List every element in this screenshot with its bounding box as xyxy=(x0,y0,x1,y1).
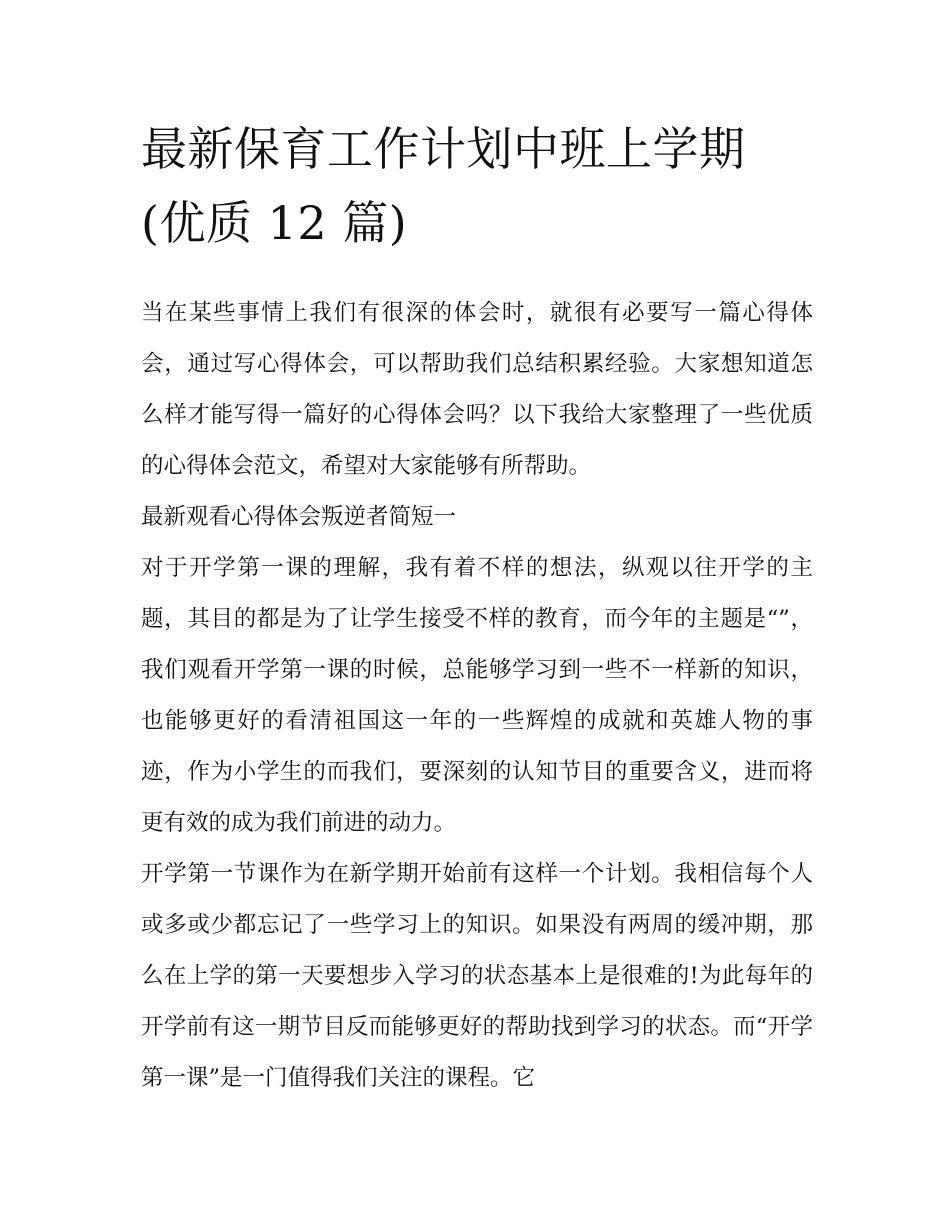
document-page xyxy=(141,112,813,1104)
section-heading: 最新观看心得体会叛逆者简短一 xyxy=(141,504,457,530)
document-title xyxy=(141,112,813,260)
intro-paragraph: 当在某些事情上我们有很深的体会时，就很有必要写一篇心得体会，通过写心得体会，可以帮助我们总结积累经验。大家想知道怎么样才能写得一篇好的心得体会吗？以下我给大家整理了一些优质的心得体会范文，希望对大家能够有所帮助。 xyxy=(141,300,813,479)
title-line-2: (优质 12 篇) xyxy=(141,196,408,250)
body-paragraph-1: 对于开学第一课的理解，我有着不样的想法，纵观以往开学的主题，其目的都是为了让学生接受不样的教育，而今年的主题是“”，我们观看开学第一课的时候，总能够学习到一些不一样新的知识，也能够更好的看清祖国这一年的一些辉煌的成就和英雄人物的事迹，作为小学生的而我们，要深刻的认知节目的重要含义，进而将更有效的成为我们前进的动力。 xyxy=(141,555,813,836)
title-line-1: 最新保育工作计划中班上学期 xyxy=(141,122,746,176)
body-paragraph-2: 开学第一节课作为在新学期开始前有这样一个计划。我相信每个人或多或少都忘记了一些学习上的知识。如果没有两周的缓冲期，那么在上学的第一天要想步入学习的状态基本上是很难的!为此每年的开学前有这一期节目反而能够更好的帮助找到学习的状态。而“开学第一课”是一门值得我们关注的课程。它 xyxy=(141,861,813,1091)
